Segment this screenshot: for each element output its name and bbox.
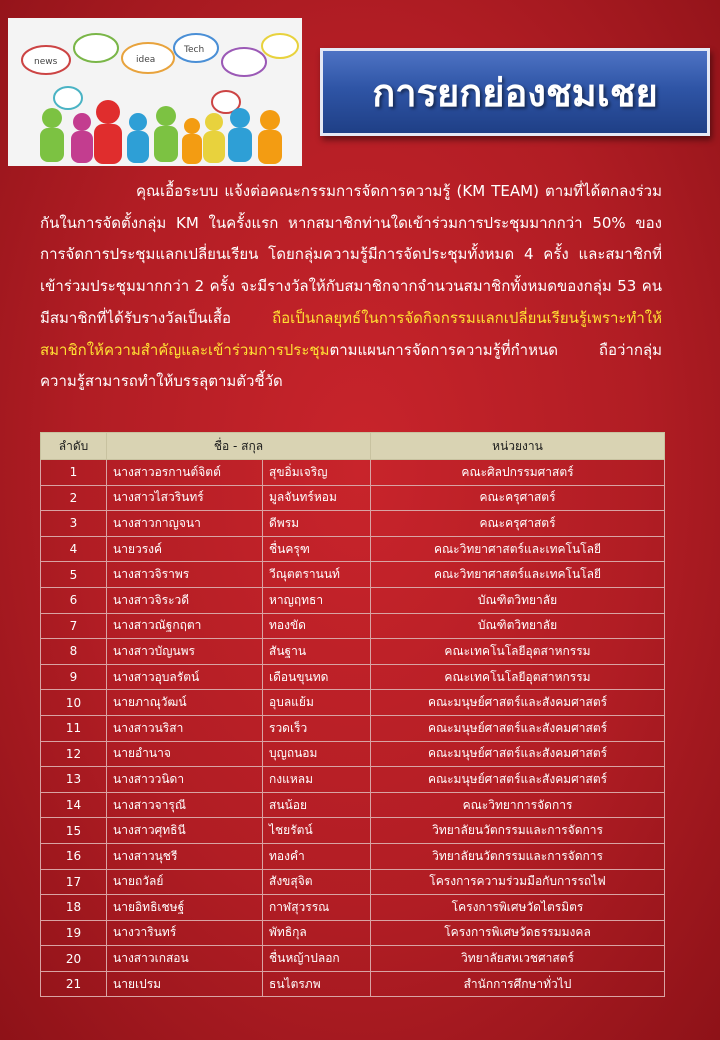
bubble-label-tech: Tech: [184, 45, 205, 55]
table-row: [41, 869, 665, 895]
table-row: [41, 587, 665, 613]
row-first-name: นายอำนาจ: [107, 741, 263, 767]
table-row: [41, 895, 665, 921]
row-surname: ทองขัด: [263, 613, 371, 639]
row-number: 2: [41, 485, 107, 511]
row-department: บัณฑิตวิทยาลัย: [371, 587, 665, 613]
row-number: 16: [41, 843, 107, 869]
table-row: [41, 792, 665, 818]
row-department: บัณฑิตวิทยาลัย: [371, 613, 665, 639]
row-first-name: นางสาวจิระวดี: [107, 587, 263, 613]
row-surname: เดือนขุนทด: [263, 664, 371, 690]
row-number: 14: [41, 792, 107, 818]
row-department: วิทยาลัยสหเวชศาสตร์: [371, 946, 665, 972]
table-row: [41, 511, 665, 537]
awardees-table: [40, 432, 665, 997]
row-number: 6: [41, 587, 107, 613]
paragraph-part-2: ตามแผนการจัดการความรู้ที่กำหนด ถือว่ากลุ่มความรู้สามารถทำให้บรรลุตามตัวชี้วัด: [40, 340, 662, 391]
row-first-name: นางสาวบัญนพร: [107, 639, 263, 665]
row-number: 4: [41, 536, 107, 562]
table-row: [41, 920, 665, 946]
row-department: คณะเทคโนโลยีอุตสาหกรรม: [371, 639, 665, 665]
row-first-name: นางสาวศุทธินี: [107, 818, 263, 844]
header-name: ชื่อ - สกุล: [107, 433, 371, 460]
row-number: 21: [41, 971, 107, 997]
paragraph-highlight: ถือเป็นกลยุทธ์ในการจัดกิจกรรมแลกเปลี่ยนเรียนรู้เพราะทำให้สมาชิกให้ความสำคัญและเข้าร่วมการประชุม: [40, 308, 662, 359]
row-first-name: นายอิทธิเชษฐ์: [107, 895, 263, 921]
row-surname: มูลจันทร์หอม: [263, 485, 371, 511]
row-first-name: นางสาวจารุณี: [107, 792, 263, 818]
title-banner: [320, 48, 710, 136]
row-department: คณะมนุษย์ศาสตร์และสังคมศาสตร์: [371, 715, 665, 741]
row-department: วิทยาลัยนวัตกรรมและการจัดการ: [371, 843, 665, 869]
bubble-label-idea: idea: [136, 55, 156, 65]
row-first-name: นางสาวไสวรินทร์: [107, 485, 263, 511]
row-surname: รวดเร็ว: [263, 715, 371, 741]
row-first-name: นางสาวอุบลรัตน์: [107, 664, 263, 690]
table-row: [41, 741, 665, 767]
row-first-name: นายภาณุวัฒน์: [107, 690, 263, 716]
row-surname: สังขสุจิต: [263, 869, 371, 895]
row-department: คณะวิทยาการจัดการ: [371, 792, 665, 818]
row-surname: ดีพรม: [263, 511, 371, 537]
row-number: 15: [41, 818, 107, 844]
row-surname: ชื่นครุฑ: [263, 536, 371, 562]
row-department: คณะครุศาสตร์: [371, 511, 665, 537]
table-body: [41, 460, 665, 997]
table-header-row: [41, 433, 665, 460]
row-surname: พัทธิกุล: [263, 920, 371, 946]
row-number: 3: [41, 511, 107, 537]
row-surname: กาฬสุวรรณ: [263, 895, 371, 921]
row-department: คณะวิทยาศาสตร์และเทคโนโลยี: [371, 562, 665, 588]
row-surname: ชื่นหญ้าปลอก: [263, 946, 371, 972]
hero-illustration: [8, 18, 302, 166]
table-row: [41, 664, 665, 690]
row-first-name: นายวรงค์: [107, 536, 263, 562]
row-number: 1: [41, 460, 107, 486]
row-number: 5: [41, 562, 107, 588]
header-department: หน่วยงาน: [371, 433, 665, 460]
row-first-name: นายถวัลย์: [107, 869, 263, 895]
row-number: 10: [41, 690, 107, 716]
row-number: 11: [41, 715, 107, 741]
table-row: [41, 485, 665, 511]
people-figures: [40, 100, 282, 164]
table-row: [41, 562, 665, 588]
row-surname: วีณุตตรานนท์: [263, 562, 371, 588]
row-surname: บุญถนอม: [263, 741, 371, 767]
row-surname: กงแหลม: [263, 767, 371, 793]
people-speech-bubbles-image: [8, 18, 302, 166]
row-department: วิทยาลัยนวัตกรรมและการจัดการ: [371, 818, 665, 844]
header-order: ลำดับ: [41, 433, 107, 460]
row-surname: สันฐาน: [263, 639, 371, 665]
row-department: คณะวิทยาศาสตร์และเทคโนโลยี: [371, 536, 665, 562]
paragraph-part-1: คุณเอื้อระบบ แจ้งต่อคณะกรรมการจัดการความรู้ (KM TEAM) ตามที่ได้ตกลงร่วมกันในการจัดตั้งกลุ่ม KM ในครั้งแรก หากสมาชิกท่านใดเข้าร่วมการประชุมมากกว่า 50% ของการจัดการประชุมแลกเปลี่ยนเรียน โดยกลุ่มความรู้มีการจัดประชุมทั้งหมด 4 ครั้ง และสมาชิกที่เข้าร่วมประชุมมากกว่า 2 ครั้ง จะมีรางวัลให้กับสมาชิกจากจำนวนสมาชิกทั้งหมดของกลุ่ม 53 คน มีสมาชิกที่ได้รับรางวัลเป็นเสื้อ: [40, 182, 662, 327]
row-department: โครงการพิเศษวัดธรรมมงคล: [371, 920, 665, 946]
row-number: 12: [41, 741, 107, 767]
table-row: [41, 639, 665, 665]
table-row: [41, 767, 665, 793]
row-surname: ทองคำ: [263, 843, 371, 869]
row-number: 8: [41, 639, 107, 665]
row-department: คณะมนุษย์ศาสตร์และสังคมศาสตร์: [371, 690, 665, 716]
row-department: โครงการความร่วมมือกับการรถไฟ: [371, 869, 665, 895]
row-first-name: นางสาวณัฐกฤตา: [107, 613, 263, 639]
row-first-name: นางสาวเกสอน: [107, 946, 263, 972]
row-first-name: นางสาวจิราพร: [107, 562, 263, 588]
row-number: 18: [41, 895, 107, 921]
row-number: 17: [41, 869, 107, 895]
row-department: คณะศิลปกรรมศาสตร์: [371, 460, 665, 486]
page-title: การยกย่องชมเชย: [372, 70, 658, 115]
table-row: [41, 971, 665, 997]
row-department: คณะมนุษย์ศาสตร์และสังคมศาสตร์: [371, 767, 665, 793]
row-number: 13: [41, 767, 107, 793]
row-department: คณะครุศาสตร์: [371, 485, 665, 511]
row-surname: ธนไตรภพ: [263, 971, 371, 997]
table-row: [41, 946, 665, 972]
row-department: คณะมนุษย์ศาสตร์และสังคมศาสตร์: [371, 741, 665, 767]
row-first-name: นางสาวนริสา: [107, 715, 263, 741]
table-row: [41, 460, 665, 486]
row-number: 7: [41, 613, 107, 639]
table-row: [41, 536, 665, 562]
row-surname: ไชยรัตน์: [263, 818, 371, 844]
row-number: 20: [41, 946, 107, 972]
row-surname: สนน้อย: [263, 792, 371, 818]
row-number: 9: [41, 664, 107, 690]
row-first-name: นางสาวอรกานต์จิตต์: [107, 460, 263, 486]
row-department: คณะเทคโนโลยีอุตสาหกรรม: [371, 664, 665, 690]
table-row: [41, 690, 665, 716]
row-department: สำนักการศึกษาทั่วไป: [371, 971, 665, 997]
row-department: โครงการพิเศษวัดไตรมิตร: [371, 895, 665, 921]
table-row: [41, 613, 665, 639]
row-number: 19: [41, 920, 107, 946]
row-surname: อุบลแย้ม: [263, 690, 371, 716]
row-first-name: นางวารินทร์: [107, 920, 263, 946]
table-row: [41, 843, 665, 869]
row-first-name: นางสาวกาญจนา: [107, 511, 263, 537]
table-row: [41, 818, 665, 844]
table-row: [41, 715, 665, 741]
bubble-label-news: news: [34, 57, 58, 67]
body-paragraph: [40, 176, 662, 398]
row-first-name: นายเปรม: [107, 971, 263, 997]
row-surname: หาญฤทธา: [263, 587, 371, 613]
row-first-name: นางสาววนิดา: [107, 767, 263, 793]
row-surname: สุขอิ่มเจริญ: [263, 460, 371, 486]
row-first-name: นางสาวนุชรี: [107, 843, 263, 869]
